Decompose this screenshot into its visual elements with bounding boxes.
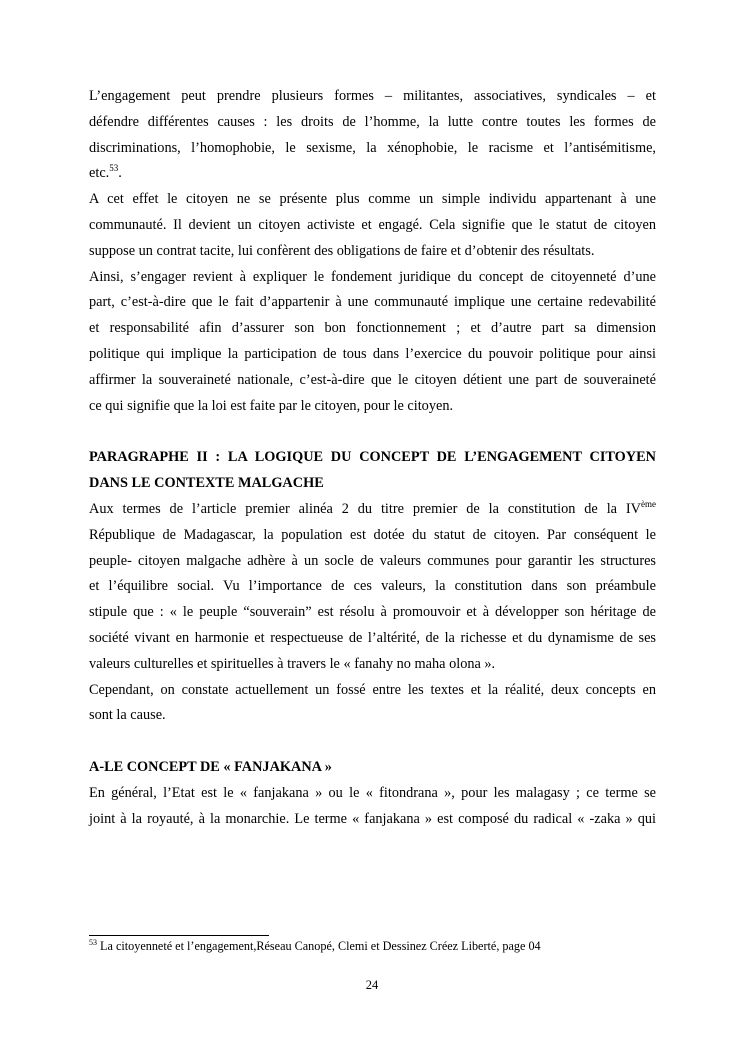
text-fragment: Aux termes de l’article premier alinéa 2 du titre premier de la constitution de la IV [89, 500, 641, 517]
text-line: société vivant en harmonie et respectueuse de l’altérité, de la richesse et du dynamisme de ses [89, 629, 656, 646]
superscript: ème [641, 498, 656, 509]
text-fragment: . [118, 165, 122, 182]
spacer [89, 419, 656, 445]
footnote-separator [89, 935, 269, 936]
paragraph [89, 781, 656, 833]
paragraph [89, 187, 656, 264]
text-line: politique qui implique la participation de tous dans l’exercice du pouvoir politique pour ainsi [89, 345, 656, 362]
text-line: En général, l’Etat est le « fanjakana » ou le « fitondrana », pour les malagasy ; ce terme se [89, 784, 656, 801]
text-line: et l’équilibre social. Vu l’importance de ces valeurs, la constitution dans son préambule [89, 578, 656, 595]
text-line: part, c’est-à-dire que le fait d’appartenir à une communauté implique une certaine redevabilité [89, 294, 656, 311]
text-line: affirmer la souveraineté nationale, c’est-à-dire que le citoyen détient une part de souveraineté [89, 371, 656, 388]
text-line: défendre différentes causes : les droits de l’homme, la lutte contre toutes les formes de [89, 113, 656, 130]
subsection-heading: A-LE CONCEPT DE « FANJAKANA » [89, 759, 332, 776]
footnote-text: La citoyenneté et l’engagement,Réseau Canopé, Clemi et Dessinez Créez Liberté, page 04 [97, 939, 541, 953]
text-line: communauté. Il devient un citoyen activiste et engagé. Cela signifie que le statut de citoyen [89, 216, 656, 233]
text-line [89, 161, 656, 187]
text-line: sont la cause. [89, 707, 166, 724]
text-line: valeurs culturelles et spirituelles à travers le « fanahy no maha olona ». [89, 655, 496, 672]
section-heading [89, 445, 656, 497]
text-fragment: etc. [89, 165, 110, 182]
text-line: Cependant, on constate actuellement un fossé entre les textes et la réalité, deux concepts en [89, 681, 656, 698]
text-line: stipule que : « le peuple “souverain” est résolu à promouvoir et à développer son héritage de [89, 604, 656, 621]
heading-line: DANS LE CONTEXTE MALGACHE [89, 475, 324, 492]
paragraph [89, 678, 656, 730]
text-line: République de Madagascar, la population est dotée du statut de citoyen. Par conséquent le [89, 526, 656, 543]
page-body [89, 84, 656, 833]
heading-line: PARAGRAPHE II : LA LOGIQUE DU CONCEPT DE L’ENGAGEMENT CITOYEN [89, 449, 656, 466]
paragraph [89, 497, 656, 678]
text-line: discriminations, l’homophobie, le sexisme, la xénophobie, le racisme et l’antisémitisme, [89, 139, 656, 156]
footnote-number: 53 [89, 938, 97, 947]
page-number: 24 [365, 978, 379, 992]
text-line: L’engagement peut prendre plusieurs formes – militantes, associatives, syndicales – et [89, 88, 656, 104]
text-line: et responsabilité afin d’assurer son bon fonctionnement ; et d’autre part sa dimension [89, 320, 656, 337]
text-line: Ainsi, s’engager revient à expliquer le fondement juridique du concept de citoyenneté d’une [89, 268, 656, 285]
text-line: A cet effet le citoyen ne se présente plus comme un simple individu appartenant à une [89, 191, 656, 208]
paragraph [89, 265, 656, 420]
text-line: peuple- citoyen malgache adhère à un socle de valeurs communes pour garantir les structures [89, 552, 656, 569]
footnote-reference: 53 [109, 163, 119, 174]
text-line: joint à la royauté, à la monarchie. Le terme « fanjakana » est composé du radical « -zaka » qui [89, 810, 656, 827]
paragraph [89, 84, 656, 187]
text-line [89, 497, 656, 523]
footnote [89, 939, 541, 954]
text-line: suppose un contrat tacite, lui confèrent des obligations de faire et d’obtenir des résultats. [89, 242, 595, 259]
spacer [89, 729, 656, 755]
text-line: ce qui signifie que la loi est faite par le citoyen, pour le citoyen. [89, 397, 454, 414]
